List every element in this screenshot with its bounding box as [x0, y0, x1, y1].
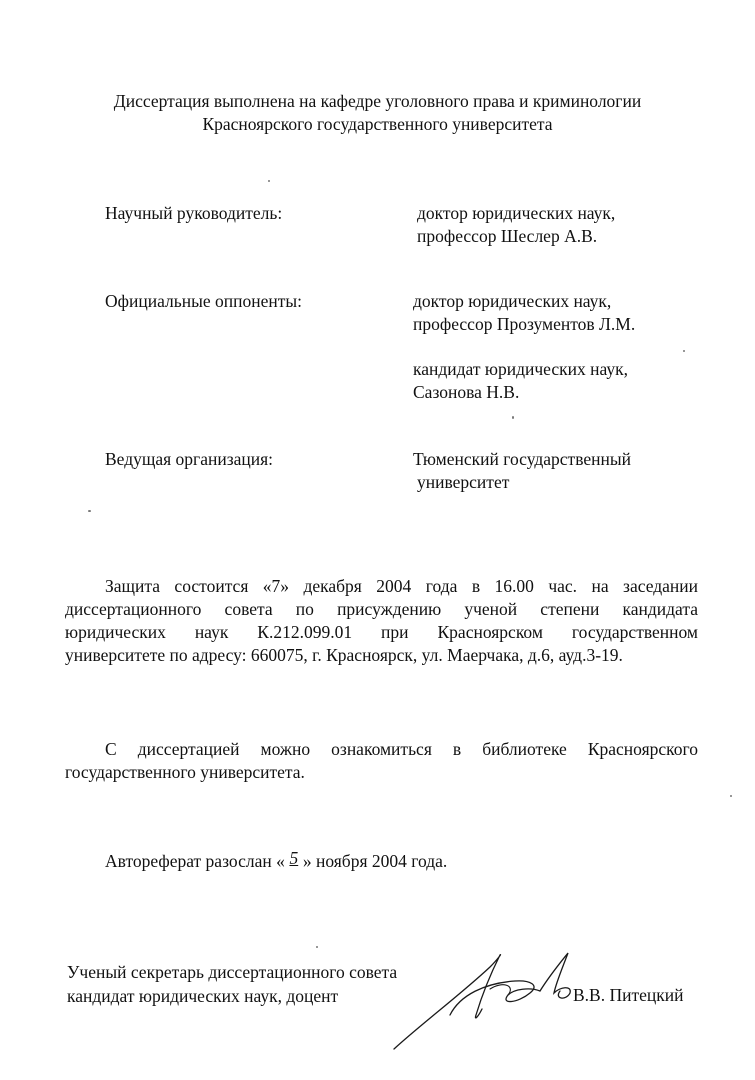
document-header: [0, 90, 755, 136]
abstract-sent-line: [105, 850, 447, 873]
abstract-sent-suffix: » ноября 2004 года.: [302, 851, 448, 871]
opponent-1-degree: доктор юридических наук,: [413, 291, 612, 311]
library-line-1: С диссертацией можно ознакомиться в библиотеке Красноярского: [105, 739, 698, 759]
supervisor-name: профессор Шеслер А.В.: [417, 226, 598, 246]
opponents-label: Официальные оппоненты:: [105, 291, 302, 311]
library-paragraph: [65, 738, 698, 784]
opponent-2-degree: кандидат юридических наук,: [413, 359, 628, 379]
leading-org-value: [413, 448, 631, 494]
leading-org-label: Ведущая организация:: [105, 449, 274, 469]
scan-speck: [316, 946, 318, 948]
defense-line-3: юридических наук К.212.099.01 при Красноярском государственном: [65, 622, 698, 642]
defense-line-1: Защита состоится «7» декабря 2004 года в 16.00 час. на заседании: [105, 576, 698, 596]
opponent-2: [413, 358, 628, 404]
abstract-sent-prefix: Автореферат разослан «: [105, 851, 285, 871]
defense-line-4: университете по адресу: 660075, г. Красноярск, ул. Маерчака, д.6, ауд.3-19.: [65, 645, 623, 665]
opponent-2-name: Сазонова Н.В.: [413, 382, 520, 402]
scan-speck: [88, 510, 91, 512]
leading-org-line-1: Тюменский государственный: [413, 449, 631, 469]
supervisor-label: Научный руководитель:: [105, 203, 283, 223]
opponent-1: [413, 290, 635, 336]
library-line-2: государственного университета.: [65, 762, 305, 782]
defense-line-2: диссертационного совета по присуждению ученой степени кандидата: [65, 599, 698, 619]
scan-speck: [730, 795, 732, 797]
scan-speck: [268, 180, 270, 182]
opponent-1-name: профессор Прозументов Л.М.: [413, 314, 636, 334]
header-line-2: Красноярского государственного университета: [202, 114, 553, 134]
handwritten-signature: [390, 945, 590, 1055]
leading-org-line-2: университет: [417, 472, 510, 492]
abstract-sent-day: 5: [289, 848, 299, 868]
scan-speck: [683, 350, 685, 352]
supervisor-value: [417, 202, 615, 248]
defense-paragraph: [65, 575, 698, 667]
secretary-block: [67, 960, 397, 1008]
scan-speck: [512, 416, 514, 419]
supervisor-degree: доктор юридических наук,: [417, 203, 616, 223]
secretary-degree: кандидат юридических наук, доцент: [67, 986, 339, 1006]
header-line-1: Диссертация выполнена на кафедре уголовного права и криминологии: [113, 91, 642, 111]
secretary-name: В.В. Питецкий: [573, 985, 684, 1005]
secretary-title: Ученый секретарь диссертационного совета: [67, 962, 398, 982]
